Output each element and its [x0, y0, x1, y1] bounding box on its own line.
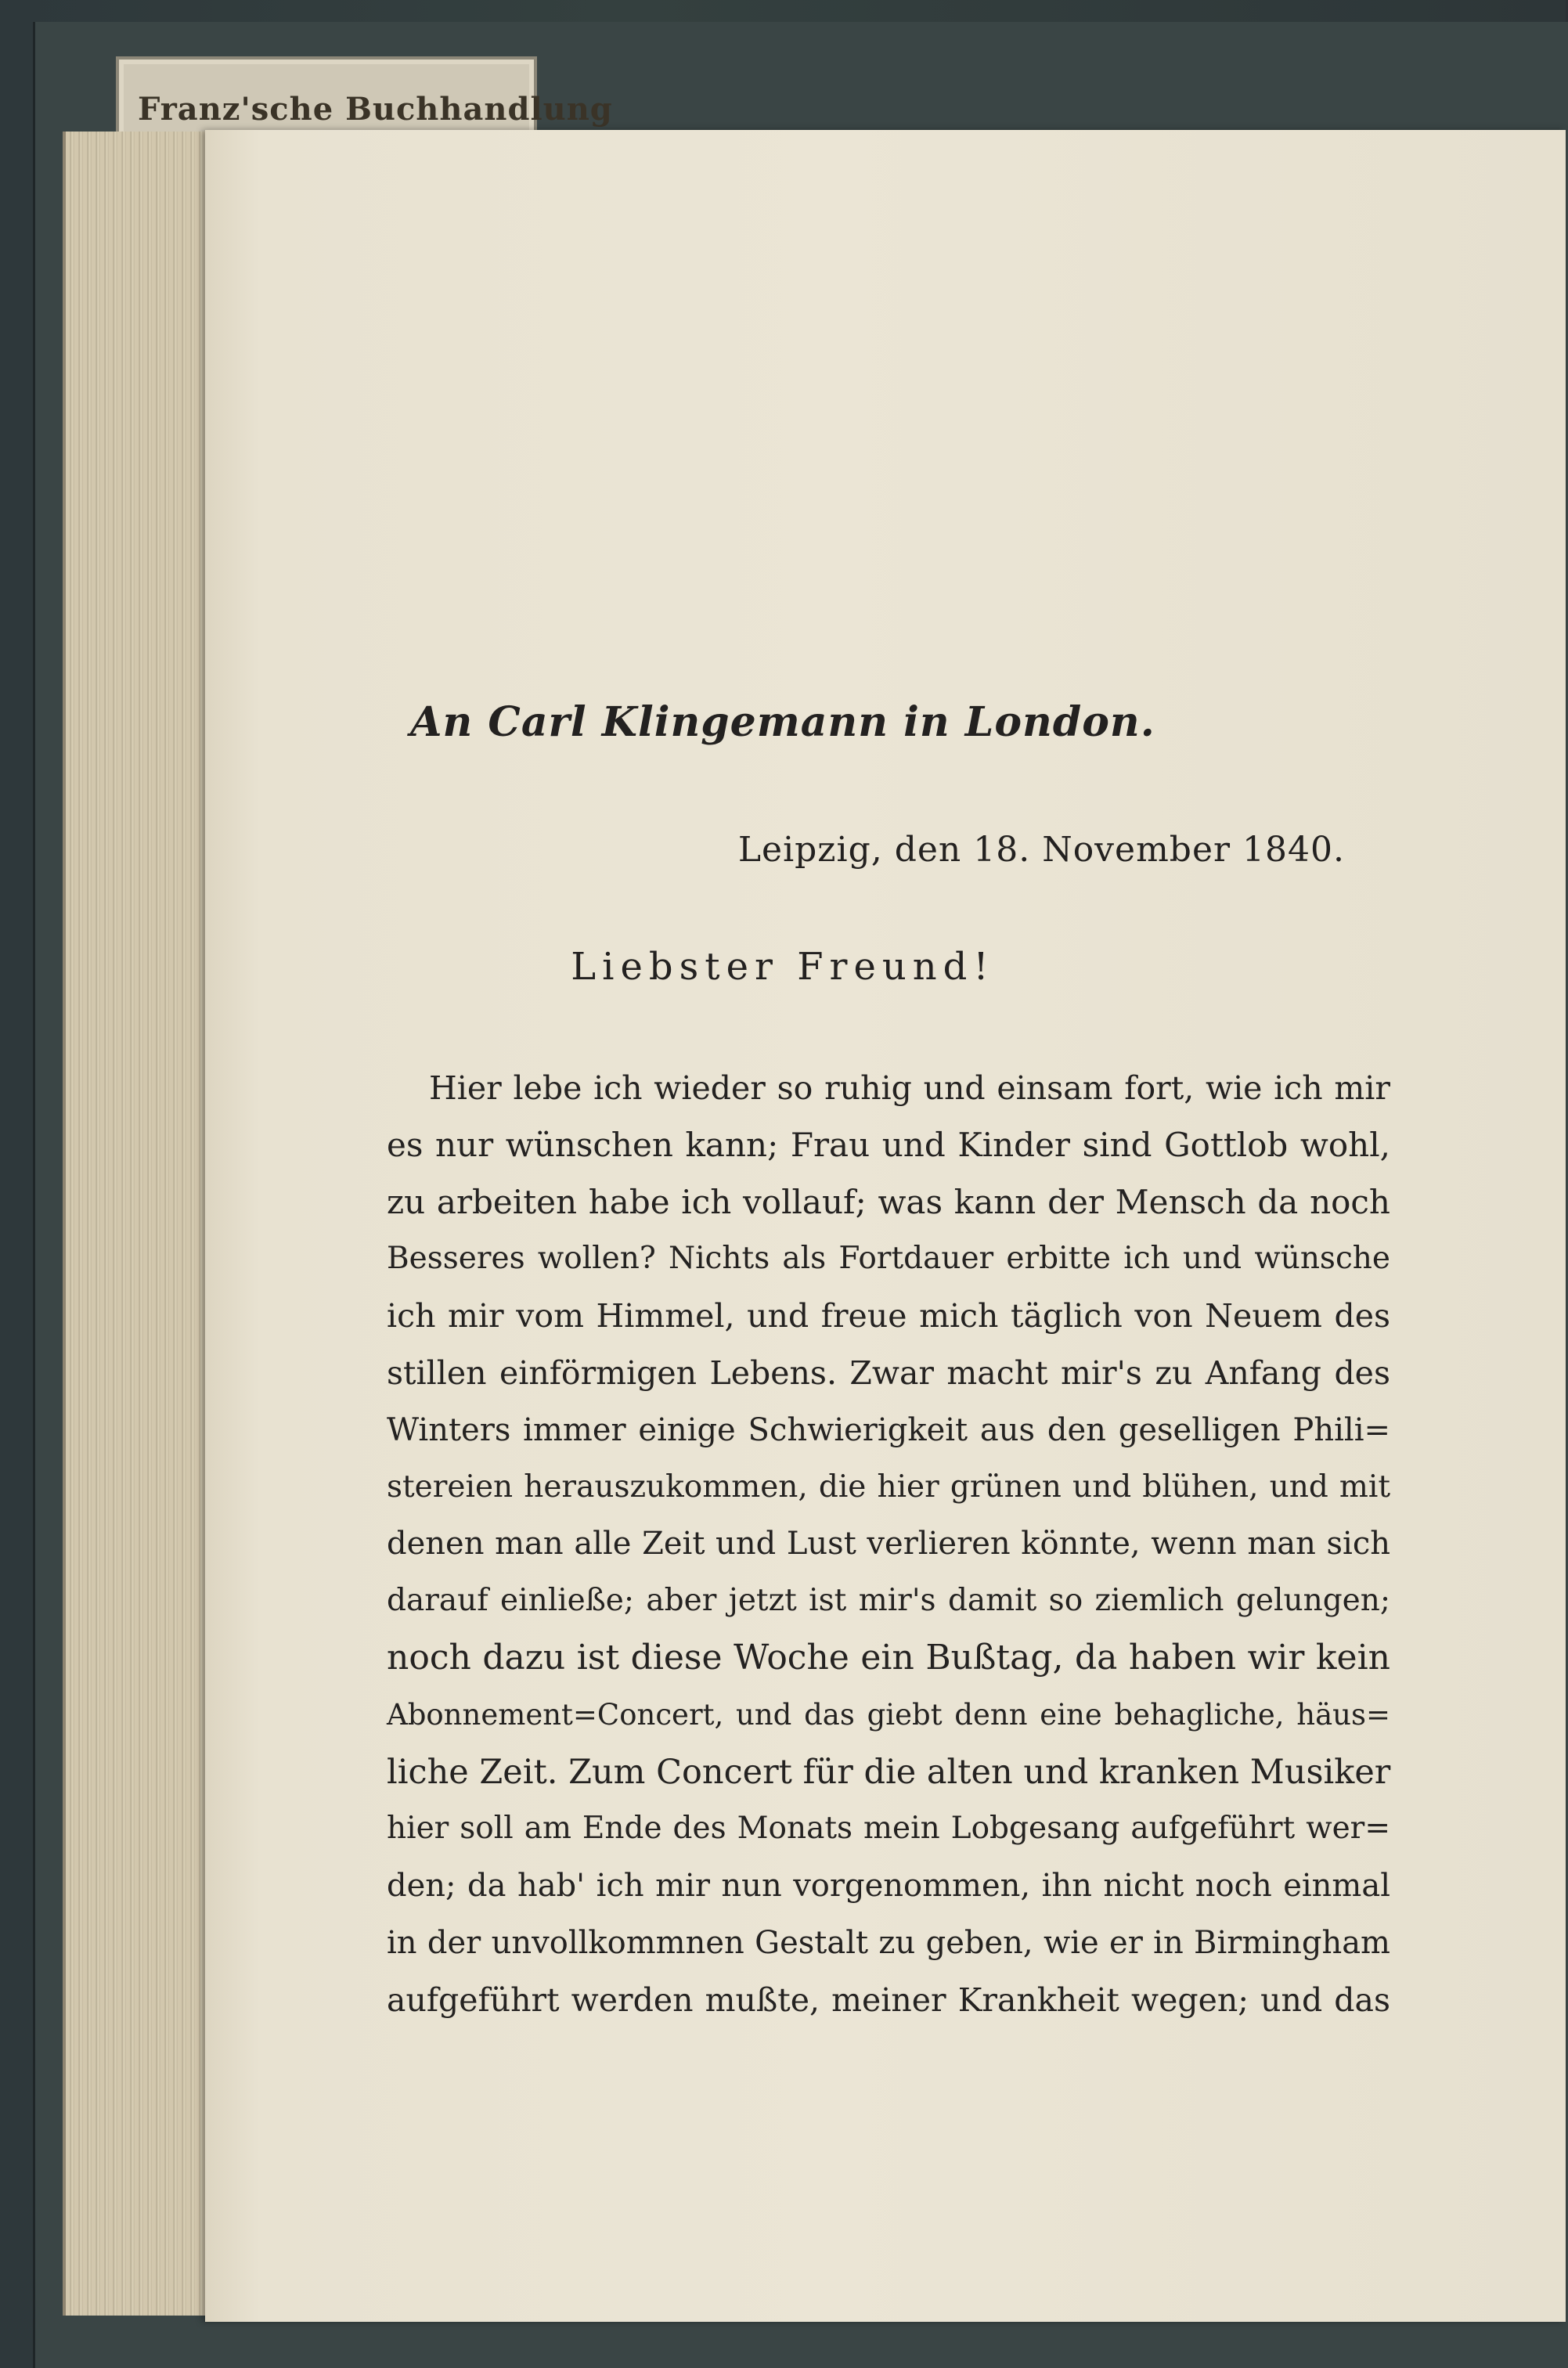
text-line: darauf einließe; aber jetzt ist mir's damit so ziemlich gelungen;	[387, 1583, 1390, 1619]
text-line: Besseres wollen? Nichts als Fortdauer erbitte ich und wünsche	[387, 1241, 1390, 1277]
letter-heading: An Carl Klingemann in London.	[410, 698, 1155, 746]
letter-body	[387, 1060, 1390, 2029]
bookseller-label	[116, 56, 613, 141]
text-line: zu arbeiten habe ich vollauf; was kann der Mensch da noch	[387, 1182, 1390, 1221]
text-line: den; da hab' ich mir nun vorgenommen, ihn nicht noch einmal	[387, 1868, 1390, 1905]
text-line: stereien herauszukommen, die hier grünen und blühen, und mit	[387, 1469, 1390, 1505]
bookseller-label-text: Franz'sche Buchhandlung	[138, 91, 613, 128]
text-line: denen man alle Zeit und Lust verlieren könnte, wenn man sich	[387, 1526, 1390, 1562]
text-line: noch dazu ist diese Woche ein Bußtag, da haben wir kein	[387, 1637, 1390, 1678]
text-line: liche Zeit. Zum Concert für die alten und kranken Musiker	[387, 1752, 1391, 1792]
text-line: Abonnement=Concert, und das giebt denn eine behagliche, häus=	[387, 1697, 1390, 1732]
text-line: Winters immer einige Schwierigkeit aus den geselligen Phili=	[387, 1411, 1390, 1448]
letter-dateline: Leipzig, den 18. November 1840.	[737, 830, 1345, 870]
text-line: in der unvollkommnen Gestalt zu geben, wie er in Birmingham	[387, 1924, 1390, 1961]
text-line: es nur wünschen kann; Frau und Kinder sind Gottlob wohl,	[387, 1125, 1390, 1164]
text-line: Hier lebe ich wieder so ruhig und einsam fort, wie ich mir	[429, 1069, 1390, 1107]
page-edges	[63, 132, 222, 2316]
text-line: hier soll am Ende des Monats mein Lobgesang aufgeführt wer=	[387, 1811, 1390, 1847]
text-line: aufgeführt werden mußte, meiner Krankheit wegen; und das	[387, 1981, 1390, 2019]
letter-salutation: Liebster Freund!	[571, 945, 995, 989]
text-line: stillen einförmigen Lebens. Zwar macht mir's zu Anfang des	[387, 1353, 1390, 1392]
text-line: ich mir vom Himmel, und freue mich täglich von Neuem des	[387, 1297, 1390, 1335]
